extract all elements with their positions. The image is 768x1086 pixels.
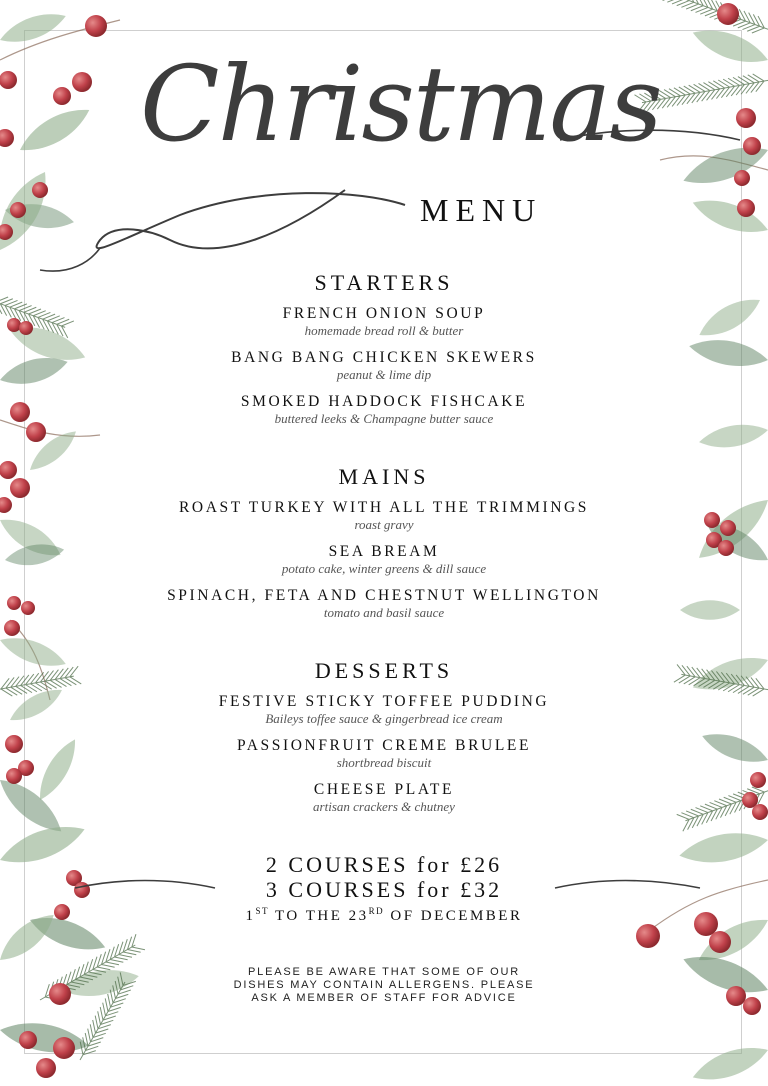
item-description: roast gravy (354, 517, 414, 532)
notice-line: ASK A MEMBER OF STAFF FOR ADVICE (251, 992, 517, 1004)
item-description: Baileys toffee sauce & gingerbread ice cream (265, 711, 503, 726)
item-description: artisan crackers & chutney (313, 799, 455, 814)
date-start-suffix: ST (255, 906, 270, 916)
menu-item (0, 392, 768, 427)
section-title: STARTERS (314, 270, 454, 295)
item-description: shortbread biscuit (336, 755, 432, 770)
item-description: buttered leeks & Champagne butter sauce (274, 411, 494, 426)
menu-item (0, 692, 768, 727)
menu-item (0, 348, 768, 383)
item-name: BANG BANG CHICKEN SKEWERS (231, 349, 537, 366)
date-start: 1 (245, 908, 256, 924)
menu-item (0, 586, 768, 621)
holly-berry-icon (36, 1058, 56, 1078)
section-title: MAINS (338, 464, 430, 489)
menu-item (0, 498, 768, 533)
section-mains (0, 464, 768, 630)
item-name: PASSIONFRUIT CREME BRULEE (236, 737, 532, 754)
item-description: tomato and basil sauce (323, 605, 445, 620)
section-title: DESSERTS (314, 658, 454, 683)
menu-item (0, 542, 768, 577)
notice-line: DISHES MAY CONTAIN ALLERGENS. PLEASE (233, 979, 535, 991)
notice-line: PLEASE BE AWARE THAT SOME OF OUR (248, 966, 520, 978)
section-starters (0, 270, 768, 436)
item-name: SPINACH, FETA AND CHESTNUT WELLINGTON (167, 587, 601, 604)
date-middle: TO THE 23 (269, 908, 369, 924)
menu-item (0, 780, 768, 815)
item-name: FESTIVE STICKY TOFFEE PUDDING (218, 693, 550, 710)
item-name: SMOKED HADDOCK FISHCAKE (240, 393, 528, 410)
date-end: OF DECEMBER (384, 908, 523, 924)
price-three-courses: 3 COURSES for £32 (265, 877, 503, 902)
item-name: CHEESE PLATE (313, 781, 455, 798)
allergen-notice (0, 966, 768, 1005)
item-name: ROAST TURKEY WITH ALL THE TRIMMINGS (178, 499, 590, 516)
item-description: peanut & lime dip (336, 367, 432, 382)
menu-item (0, 304, 768, 339)
menu-script-title: Christmas (140, 43, 661, 165)
menu-item (0, 736, 768, 771)
price-two-courses: 2 COURSES for £26 (265, 852, 503, 877)
item-name: SEA BREAM (328, 543, 440, 560)
menu-subtitle: MENU (420, 192, 543, 228)
pricing-block (0, 852, 768, 902)
item-description: potato cake, winter greens & dill sauce (281, 561, 487, 576)
availability-dates (0, 906, 768, 925)
date-end-suffix: RD (368, 906, 385, 916)
item-name: FRENCH ONION SOUP (282, 305, 486, 322)
section-desserts (0, 658, 768, 824)
item-description: homemade bread roll & butter (304, 323, 464, 338)
